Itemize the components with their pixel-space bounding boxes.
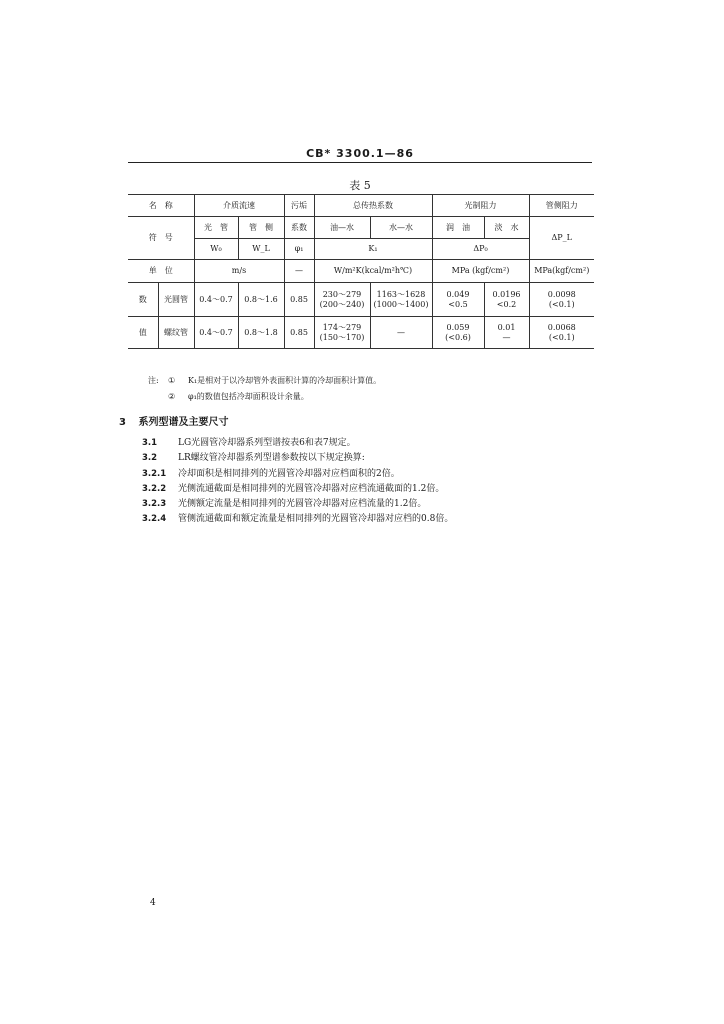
- clause: [142, 497, 453, 512]
- section-heading: [119, 413, 228, 428]
- note-text: K₁是相对于以冷却管外表面积计算的冷却面积计算值。: [188, 376, 382, 385]
- sym-dpl: ΔP_L: [529, 217, 594, 260]
- clause-text: 光侧流通截面是相同排列的光圆管冷却器对应档流通截面的1.2倍。: [178, 483, 445, 494]
- th-oil-water: 油—水: [314, 217, 370, 239]
- cell-water-water: [370, 317, 432, 349]
- clause-number: 3.1: [142, 438, 158, 448]
- table-notes: [148, 373, 381, 405]
- cell-value-paren: (<0.6): [445, 332, 471, 342]
- cell-value: 230～279: [322, 289, 362, 299]
- standard-code-header: CB* 3300.1—86: [306, 147, 414, 160]
- clause-number: 3.2.2: [142, 483, 167, 494]
- cell-value: 0.0068: [547, 322, 576, 332]
- note-mark: ②: [168, 392, 176, 401]
- group-label: 值: [128, 317, 158, 349]
- cell-value: 0.0196: [492, 289, 521, 299]
- clause-text: LR螺纹管冷却器系列型谱参数按以下规定换算:: [178, 453, 365, 464]
- header-row-3: [128, 239, 594, 260]
- sym-dp0: ΔP₀: [432, 239, 529, 260]
- th-tube-side: 管 侧: [238, 217, 284, 239]
- cell-value: 1163～1628: [376, 289, 426, 299]
- cell-value-paren: (200～240): [319, 299, 365, 309]
- cell-oil-water: [314, 283, 370, 317]
- table-row: [128, 317, 594, 349]
- cell-value: 174～279: [322, 322, 362, 332]
- sym-phi: φ₁: [284, 239, 314, 260]
- unit-coef: W/m²K(kcal/m²h℃): [314, 260, 432, 283]
- cell-value-paren: (<0.1): [548, 332, 575, 342]
- unit-tube-res: MPa(kgf/cm²): [529, 260, 594, 283]
- table-row: [128, 283, 594, 317]
- table-caption: 表 5: [349, 179, 371, 192]
- header-rule: [128, 162, 592, 163]
- clause: [142, 467, 453, 482]
- cell-value: —: [397, 327, 405, 337]
- clause: [142, 436, 453, 451]
- clause-number: 3.2.1: [142, 468, 167, 479]
- cell-value-paren: <0.2: [496, 299, 517, 309]
- clause-number: 3.2.3: [142, 499, 167, 510]
- th-fouling: 污垢: [284, 195, 314, 217]
- note-text: φ₁的数值包括冷却面积设计余量。: [188, 392, 309, 401]
- section-number: 3: [119, 417, 126, 428]
- row-type: 光圆管: [158, 283, 194, 317]
- unit-smooth-res: MPa (kgf/cm²): [432, 260, 529, 283]
- th-symbol: 符 号: [128, 217, 194, 260]
- unit-label: 单 位: [128, 260, 194, 283]
- cell-value-paren: —: [502, 332, 511, 342]
- header-row-2: [128, 217, 594, 239]
- cell-phi: 0.85: [284, 317, 314, 349]
- clause-text: 冷却面积是相同排列的光圆管冷却器对应档面积的2倍。: [178, 468, 400, 479]
- clause-number: 3.2.4: [142, 514, 167, 525]
- clause-text: 光侧额定流量是相同排列的光圆管冷却器对应档流量的1.2倍。: [178, 499, 427, 510]
- note-item: [148, 389, 381, 405]
- clause: [142, 482, 453, 497]
- cell-value-paren: (<0.1): [548, 299, 575, 309]
- th-factor: 系数: [284, 217, 314, 239]
- cell-tube: [529, 283, 594, 317]
- th-coef: 总传热系数: [314, 195, 432, 217]
- cell-value-paren: <0.5: [448, 299, 468, 309]
- th-velocity: 介质流速: [194, 195, 284, 217]
- unit-velocity: m/s: [194, 260, 284, 283]
- cell-wg: 0.4～0.7: [194, 317, 238, 349]
- cell-value-paren: (1000～1400): [373, 299, 429, 309]
- cell-value: 0.059: [446, 322, 470, 332]
- clause-list: [142, 436, 453, 528]
- cell-fresh: [484, 283, 529, 317]
- row-type: 螺纹管: [158, 317, 194, 349]
- section-title: 系列型谱及主要尺寸: [138, 417, 229, 428]
- table-5: [128, 194, 594, 349]
- group-label: 数: [128, 283, 158, 317]
- cell-value: 0.01: [497, 322, 516, 332]
- note-mark: ①: [168, 376, 176, 385]
- note-item: [148, 373, 381, 389]
- th-smooth-tube: 光 管: [194, 217, 238, 239]
- page-number: 4: [150, 898, 156, 908]
- th-smooth-res: 光制阻力: [432, 195, 529, 217]
- clause-text: 管侧流通截面和额定流量是相同排列的光圆管冷却器对应档的0.8倍。: [178, 514, 454, 525]
- th-lube-oil: 润 油: [432, 217, 484, 239]
- header-row-1: [128, 195, 594, 217]
- cell-lube: [432, 317, 484, 349]
- unit-fouling: —: [284, 260, 314, 283]
- clause-text: LG光圆管冷却器系列型谱按表6和表7规定。: [178, 438, 356, 448]
- sym-k: K₁: [314, 239, 432, 260]
- clause-number: 3.2: [142, 453, 158, 464]
- th-name: 名 称: [128, 195, 194, 217]
- cell-wg: 0.4～0.7: [194, 283, 238, 317]
- units-row: [128, 260, 594, 283]
- cell-water-water: [370, 283, 432, 317]
- sym-wl: W_L: [238, 239, 284, 260]
- cell-value: 0.0098: [547, 289, 576, 299]
- cell-lube: [432, 283, 484, 317]
- note-label: 注:: [148, 376, 159, 385]
- cell-phi: 0.85: [284, 283, 314, 317]
- cell-wl: 0.8～1.8: [238, 317, 284, 349]
- cell-fresh: [484, 317, 529, 349]
- cell-oil-water: [314, 317, 370, 349]
- cell-value: 0.049: [446, 289, 470, 299]
- clause: [142, 512, 453, 527]
- th-water-water: 水—水: [370, 217, 432, 239]
- th-fresh-water: 淡 水: [484, 217, 529, 239]
- cell-wl: 0.8～1.6: [238, 283, 284, 317]
- clause: [142, 451, 453, 466]
- cell-tube: [529, 317, 594, 349]
- sym-wg: W₀: [194, 239, 238, 260]
- th-tube-res: 管侧阻力: [529, 195, 594, 217]
- cell-value-paren: (150～170): [319, 332, 365, 342]
